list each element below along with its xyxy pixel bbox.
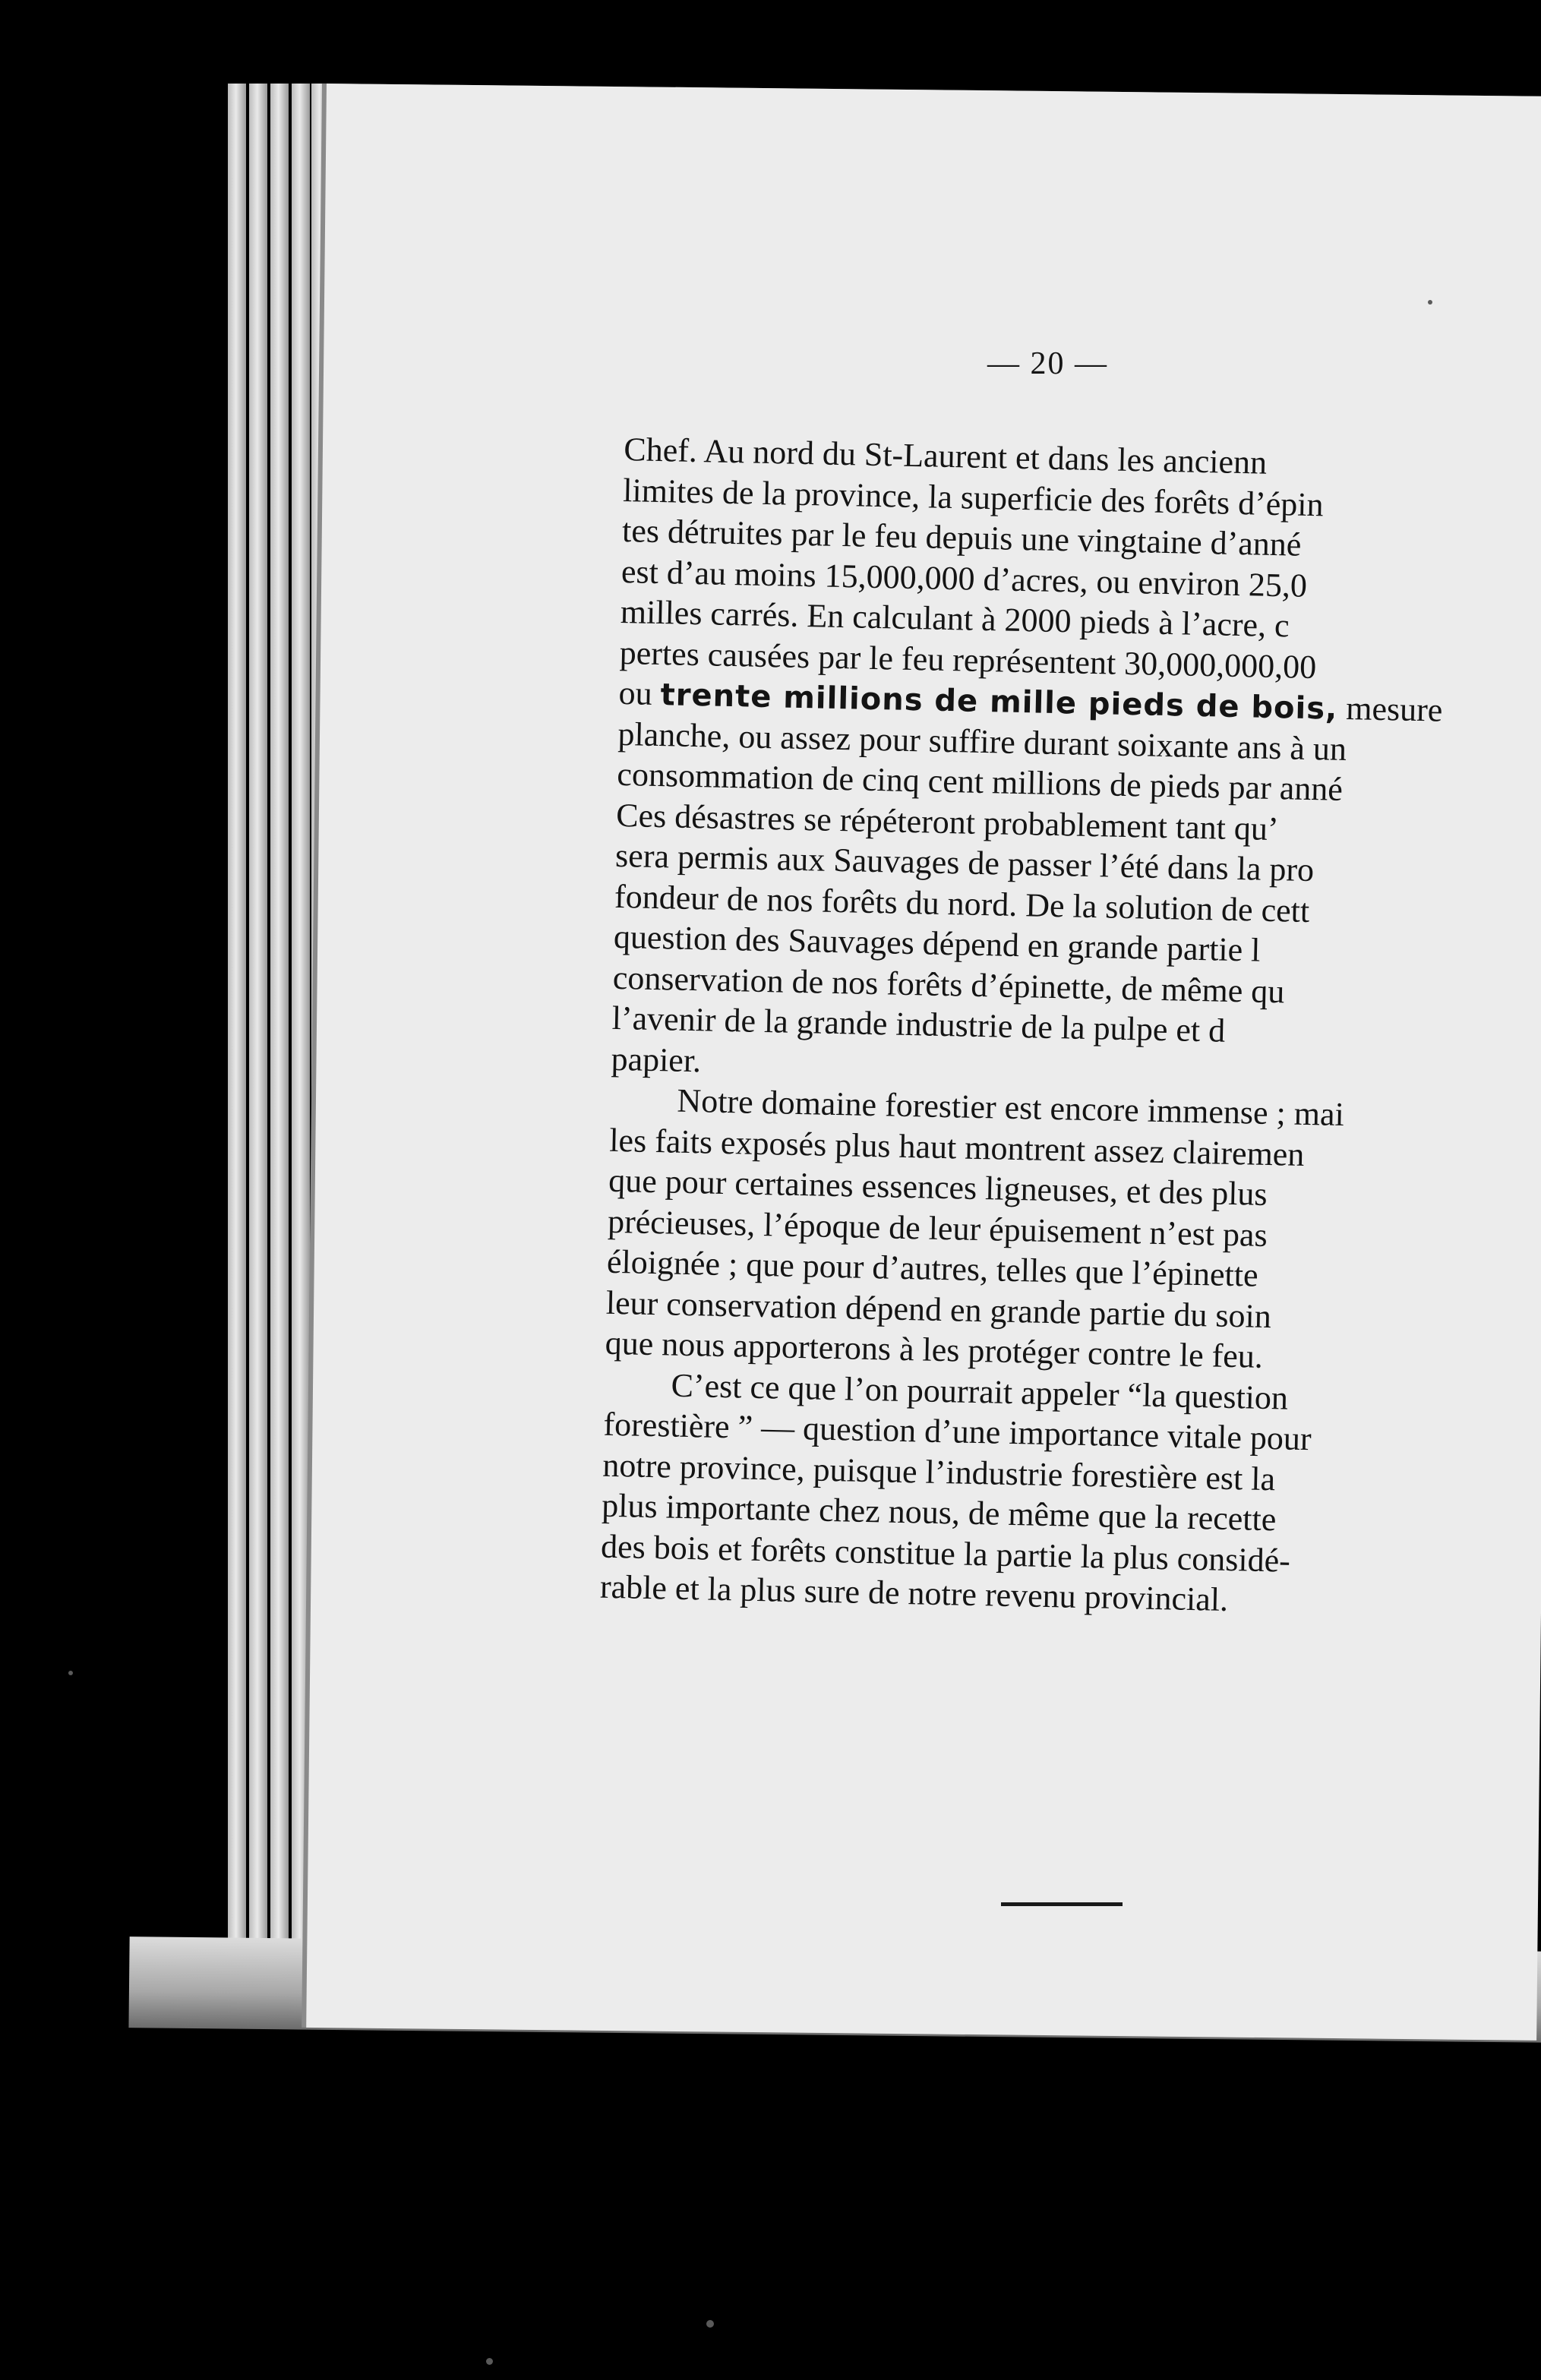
page-edge (292, 84, 310, 1970)
text-line: rable et la plus sure de notre revenu provincial. (599, 1567, 1229, 1618)
page-edge (249, 84, 267, 1970)
text-line: sera permis aux Sauvages de passer l’été dans la pro (614, 836, 1315, 889)
bold-text-run: trente millions de mille pieds de bois, (660, 677, 1338, 727)
text-line: fondeur de nos forêts du nord. De la solution de cett (614, 877, 1310, 930)
text-line: question des Sauvages dépend en grande partie l (613, 917, 1261, 969)
text-line: précieuses, l’époque de leur épuisement n’est pas (607, 1202, 1268, 1254)
text-line: tes détruites par le feu depuis une vingtaine d’anné (621, 511, 1302, 563)
text-line: les faits exposés plus haut montrent assez clairemen (608, 1121, 1305, 1173)
text-line: des bois et forêts constitue la partie la plus considé- (600, 1527, 1291, 1580)
text-line: éloignée ; que pour d’autres, telles que l’épinette (606, 1242, 1259, 1294)
text-line: forestière ” — question d’une importance vitale pour (603, 1405, 1312, 1458)
page-number: — 20 — (987, 346, 1108, 381)
text-line: planche, ou assez pour suffire durant soixante ans à un (617, 715, 1347, 768)
dust-speck (486, 2358, 493, 2365)
body-text (600, 429, 1541, 1627)
text-line: limites de la province, la superficie des forêts d’épin (622, 471, 1325, 523)
text-line: que nous apporterons à les protéger contre le feu. (605, 1324, 1264, 1375)
text-run: mesure (1337, 689, 1443, 729)
dust-speck (1428, 300, 1432, 305)
page-edge (228, 84, 246, 1970)
text-line: conservation de nos forêts d’épinette, de même qu (612, 958, 1285, 1010)
text-line: Chef. Au nord du St-Laurent et dans les ancienn (623, 430, 1268, 481)
text-line: pertes causées par le feu représentent 30,000,000,00 (619, 633, 1317, 686)
text-line: notre province, puisque l’industrie forestière est la (602, 1446, 1276, 1498)
text-line: papier. (611, 1040, 702, 1079)
text-line: milles carrés. En calculant à 2000 pieds à l’acre, c (620, 592, 1290, 645)
text-line: l’avenir de la grande industrie de la pulpe et d (611, 999, 1226, 1050)
dust-speck (706, 2320, 714, 2328)
text-line: leur conservation dépend en grande partie du soin (605, 1283, 1272, 1335)
text-line: que pour certaines essences ligneuses, et des plus (608, 1161, 1268, 1213)
text-line: Notre domaine forestier est encore immense ; mai (676, 1081, 1345, 1134)
text-line: Ces désastres se répéteront probablement tant qu’ (615, 796, 1280, 848)
text-line: plus importante chez nous, de même que la recette (601, 1486, 1277, 1539)
section-rule (1001, 1902, 1123, 1906)
page-edge (270, 84, 289, 1970)
dust-speck (68, 1671, 73, 1675)
text-run: ou (618, 674, 662, 713)
text-line: C’est ce que l’on pourrait appeler “la question (671, 1366, 1289, 1417)
text-line: est d’au moins 15,000,000 d’acres, ou environ 25,0 (621, 552, 1308, 604)
text-line: consommation de cinq cent millions de pieds par anné (616, 755, 1344, 808)
